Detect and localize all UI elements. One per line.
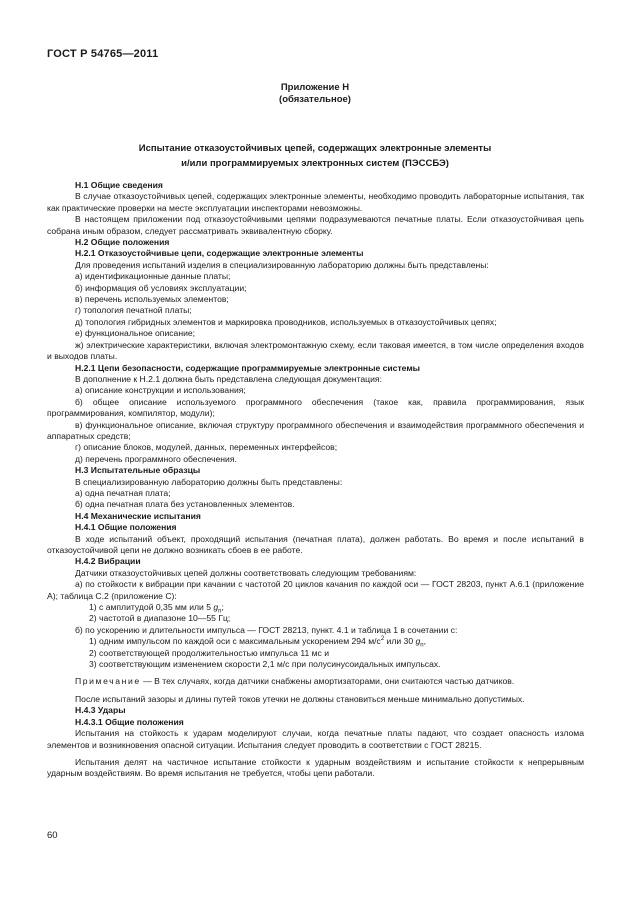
list-item: ж) электрические характеристики, включая электромонтажную схему, если таковая имеется, в том числе определения входов и выходов платы. <box>47 339 584 362</box>
paragraph: Испытания на стойкость к ударам моделируют случаи, когда печатные платы падают, что создает опасность излома элементов и возникновения опасной ситуации. Испытания следует проводить в соответствии с ГОСТ 28215. <box>47 728 584 750</box>
paragraph: В ходе испытаний объект, проходящий испытания (печатная плата), должен работать. Во время и после испытаний в отказоустойчивой цепи не должно возникать сбоев в ее работе. <box>47 533 584 555</box>
list-item: в) перечень используемых элементов; <box>75 294 229 305</box>
paragraph: В настоящем приложении под отказоустойчивыми цепями подразумеваются печатные платы. Если отказоустойчивая цепь собрана иным образом, следует рассматривать эквивалентную сборку. <box>47 214 584 236</box>
sub-list-item: 2) соответствующей продолжительностью импульса 11 мс и <box>89 647 330 658</box>
amplitude-suffix: ; <box>221 602 224 613</box>
list-item: а) по стойкости к вибрации при качании с частотой 20 циклов качания по каждой оси — ГОСТ 28203, пункт А.6.1 (приложение А); таблица С.2 (приложение С): <box>47 579 584 601</box>
sub-list-item: 3) соответствующим изменением скорости 2,1 м/с при полусинусоидальных импульсах. <box>89 659 441 670</box>
page-number: 60 <box>47 830 58 841</box>
shock-superscript: 2 <box>380 636 385 643</box>
title-line-2: и/или программируемых электронных систем (ПЭССБЭ) <box>181 158 449 169</box>
sub-list-item <box>47 636 584 647</box>
g-subscript: n <box>218 608 222 615</box>
shock-suffix: , <box>423 636 427 647</box>
list-item: б) по ускорению и длительности импульса — ГОСТ 28213, пункт. 4.1 и таблица 1 в сочетании с: <box>75 624 458 635</box>
subsection-heading: Н.2.1 Цепи безопасности, содержащие программируемые электронные системы <box>75 362 421 373</box>
sub-list-item: 2) частотой в диапазоне 10—55 Гц; <box>89 613 231 624</box>
paragraph: Для проведения испытаний изделия в специализированную лабораторию должны быть представлены: <box>75 259 489 270</box>
list-item: а) описание конструкции и использования; <box>75 385 246 396</box>
list-item: д) перечень программного обеспечения. <box>75 453 237 464</box>
g-subscript: n <box>420 642 424 649</box>
paragraph: После испытаний зазоры и длины путей токов утечки не должны становиться меньше минимально допустимых. <box>75 693 525 704</box>
subsection-heading: Н.4.3 Удары <box>75 705 126 716</box>
section-heading: Н.4 Механические испытания <box>75 510 201 521</box>
paragraph: В случае отказоустойчивых цепей, содержащих электронные элементы, необходимо проводить лабораторные испытания, так как практические проверки на месте эксплуатации инспекторами невозможны. <box>47 191 584 213</box>
note-label: Примечание <box>75 676 141 687</box>
list-item: г) описание блоков, модулей, данных, переменных интерфейсов; <box>75 442 338 453</box>
list-item: д) топология гибридных элементов и маркировка проводников, используемых в отказоустойчивых цепях; <box>75 316 497 327</box>
subsection-heading: Н.4.3.1 Общие положения <box>75 716 184 727</box>
paragraph: Датчики отказоустойчивых цепей должны соответствовать следующим требованиям: <box>75 567 417 578</box>
title-line-1: Испытание отказоустойчивых цепей, содержащих электронные элементы <box>138 143 492 154</box>
paragraph: В дополнение к Н.2.1 должна быть представлена следующая документация: <box>75 373 382 384</box>
list-item: в) функциональное описание, включая структуру программного обеспечения и взаимодействия программного обеспечения и аппаратных средств; <box>47 419 584 441</box>
g-symbol: g <box>415 636 421 647</box>
list-item: е) функциональное описание; <box>75 328 196 339</box>
sub-list-item <box>47 602 584 613</box>
list-item: г) топология печатной платы; <box>75 305 192 316</box>
list-item: а) идентификационные данные платы; <box>75 271 231 282</box>
standard-number: ГОСТ Р 54765—2011 <box>47 48 159 60</box>
list-item: б) информация об условиях эксплуатации; <box>75 282 247 293</box>
list-item: б) общее описание используемого программного обеспечения (такое как, правила программирования, язык программирования, компилятор, модули); <box>47 396 584 419</box>
document-body <box>47 180 584 780</box>
annex-status: (обязательное) <box>279 94 351 105</box>
annex-title: Приложение Н <box>280 82 350 93</box>
annex-header <box>0 82 630 106</box>
note <box>47 676 584 687</box>
subsection-heading: Н.4.1 Общие положения <box>75 522 177 533</box>
section-heading: Н.1 Общие сведения <box>75 180 163 190</box>
subsection-heading: Н.2.1 Отказоустойчивые цепи, содержащие электронные элементы <box>75 248 364 259</box>
note-text: — В тех случаях, когда датчики снабжены амортизаторами, они считаются частью датчиков. <box>140 676 515 687</box>
list-item: а) одна печатная плата; <box>75 487 171 498</box>
shock-text: 1) одним импульсом по каждой оси с максимальным ускорением 294 м/с <box>89 636 381 647</box>
paragraph: Испытания делят на частичное испытание стойкости к ударным воздействиям и испытание стойкости к непрерывным ударным воздействиям. Во время испытания не требуется, чтобы цепи работали. <box>47 756 584 779</box>
list-item: б) одна печатная плата без установленных элементов. <box>75 499 295 510</box>
shock-mid: или 30 <box>384 636 416 647</box>
section-heading: Н.3 Испытательные образцы <box>75 465 201 476</box>
paragraph: В специализированную лабораторию должны быть представлены: <box>75 476 343 487</box>
section-heading: Н.2 Общие положения <box>75 237 170 248</box>
g-symbol: g <box>213 602 219 613</box>
amplitude-text: 1) с амплитудой 0,35 мм или 5 <box>89 602 214 613</box>
document-title <box>0 141 630 171</box>
subsection-heading: Н.4.2 Вибрации <box>75 556 141 567</box>
